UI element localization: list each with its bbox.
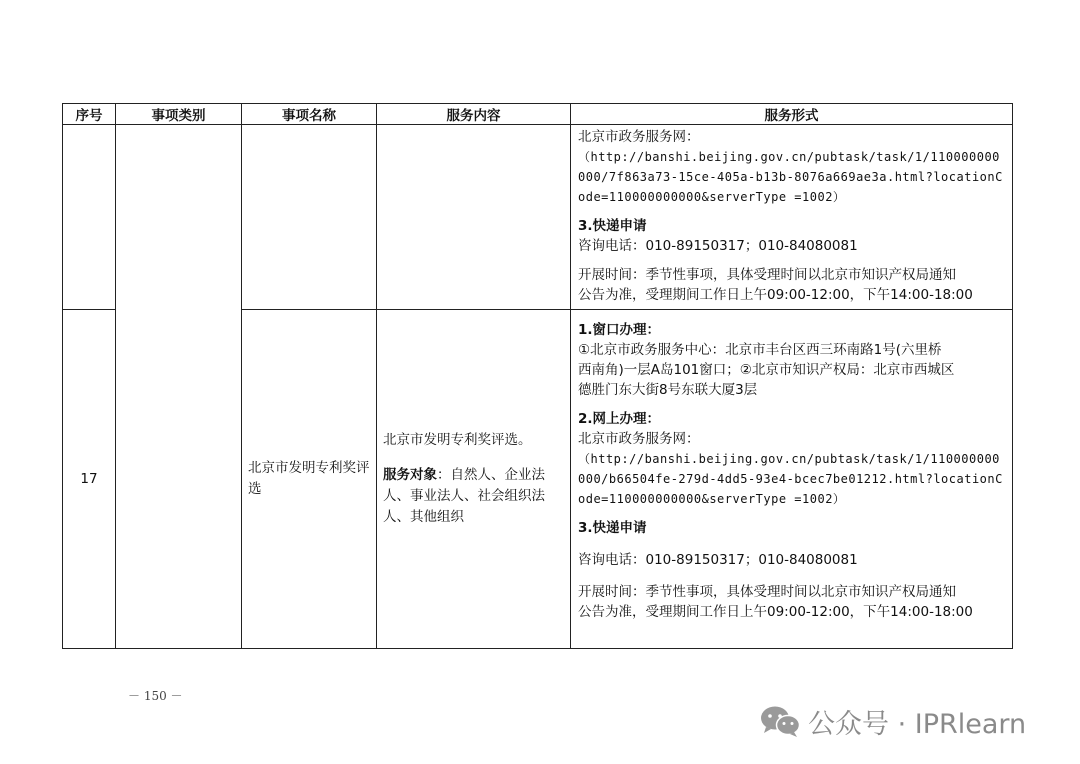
watermark-text: 公众号 · IPRlearn — [808, 708, 1027, 740]
website-label: 北京市政务服务网： — [578, 431, 700, 447]
watermark — [758, 702, 1026, 740]
service-target-label: 服务对象 — [383, 467, 437, 483]
online-heading: 2.网上办理： — [578, 411, 661, 427]
window-line: ①北京市政务服务中心：北京市丰台区西三环南路1号(六里桥 — [578, 342, 942, 358]
express-heading: 3.快递申请 — [578, 218, 647, 234]
row2-number: 17 — [63, 310, 116, 649]
page-number: － 150 － — [128, 689, 183, 703]
service-target-text: ：自然人、企业法人、事业法人、社会组织法人、其他组织 — [383, 467, 545, 525]
time-line: 开展时间：季节性事项，具体受理时间以北京市知识产权局通知 — [578, 584, 956, 600]
url-line[interactable]: ode=110000000000&serverType =1002） — [578, 492, 846, 506]
table-header-row — [63, 104, 1013, 125]
phone-line: 咨询电话：010-89150317；010-84080081 — [578, 552, 858, 568]
phone-line: 咨询电话：010-89150317；010-84080081 — [578, 238, 858, 254]
time-line: 开展时间：季节性事项，具体受理时间以北京市知识产权局通知 — [578, 267, 956, 283]
url-line[interactable]: ode=110000000000&serverType =1002） — [578, 190, 846, 204]
time-line: 公告为准，受理期间工作日上午09:00-12:00，下午14:00-18:00 — [578, 287, 973, 303]
row1-number-cell — [63, 125, 116, 310]
express-heading: 3.快递申请 — [578, 520, 647, 536]
url-line[interactable]: （http://banshi.beijing.gov.cn/pubtask/task/1/110000000 — [578, 452, 1000, 466]
content-description: 北京市发明专利奖评选。 — [383, 432, 532, 448]
window-heading: 1.窗口办理： — [578, 322, 661, 338]
row1-content-cell — [377, 125, 571, 310]
window-line: 德胜门东大街8号东联大厦3层 — [578, 382, 758, 398]
header-item-name: 事项名称 — [242, 104, 377, 125]
service-table — [62, 103, 1013, 649]
row2-item-name: 北京市发明专利奖评选 — [242, 310, 377, 649]
row2-content-cell — [377, 310, 571, 649]
row1-form-cell — [571, 125, 1013, 310]
header-number: 序号 — [63, 104, 116, 125]
row2-form-cell — [571, 310, 1013, 649]
header-category: 事项类别 — [116, 104, 242, 125]
row1-name-cell — [242, 125, 377, 310]
service-target — [383, 465, 564, 528]
url-line[interactable]: 000/7f863a73-15ce-405a-b13b-8076a669ae3a.html?locationC — [578, 170, 1003, 184]
header-service-form: 服务形式 — [571, 104, 1013, 125]
wechat-icon — [758, 704, 802, 738]
window-line: 西南角)一层A岛101窗口；②北京市知识产权局：北京市西城区 — [578, 362, 955, 378]
website-label: 北京市政务服务网： — [578, 129, 700, 145]
table-row — [63, 125, 1013, 310]
category-cell — [116, 125, 242, 649]
time-line: 公告为准，受理期间工作日上午09:00-12:00，下午14:00-18:00 — [578, 604, 973, 620]
url-line[interactable]: （http://banshi.beijing.gov.cn/pubtask/task/1/110000000 — [578, 150, 1000, 164]
url-line[interactable]: 000/b66504fe-279d-4dd5-93e4-bcec7be01212.html?locationC — [578, 472, 1003, 486]
header-service-content: 服务内容 — [377, 104, 571, 125]
